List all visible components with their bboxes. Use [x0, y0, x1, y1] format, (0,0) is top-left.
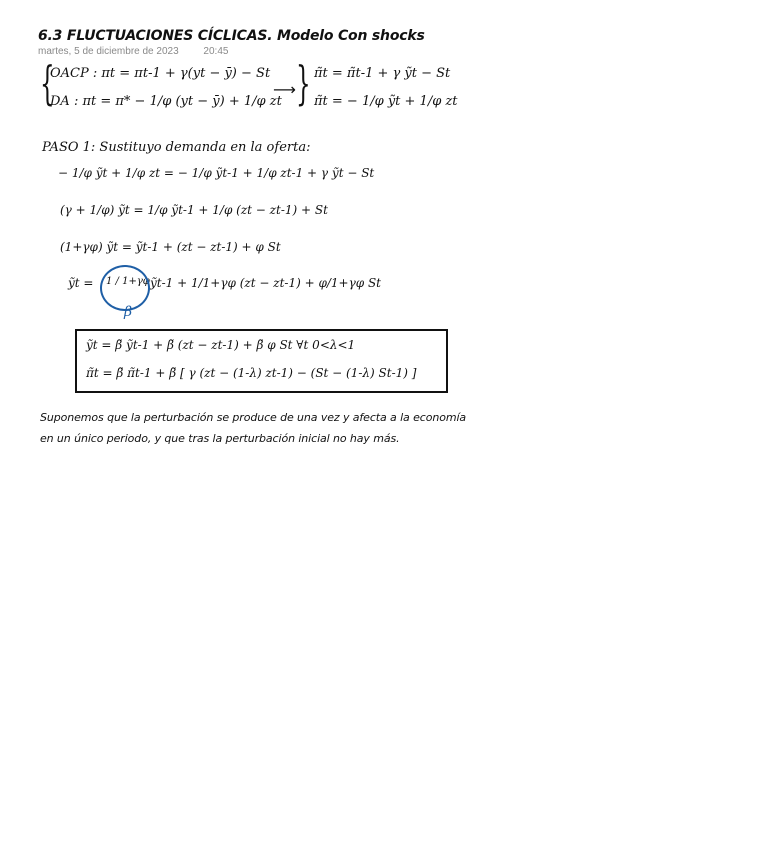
page-title: 6.3 FLUCTUACIONES CÍCLICAS. Modelo Con shocks [38, 28, 425, 44]
assumption-paragraph [40, 407, 490, 449]
boxed-equation-2: π̃t = β̃ π̃t-1 + β̃ [ γ (zt − (1-λ) zt-1) − (St − (1-λ) St-1) ] [86, 366, 417, 380]
paso1-line-4-fraction: 1 / 1+γφ [106, 276, 150, 287]
page-time: 20:45 [203, 46, 229, 57]
equation-result-2: π̃t = − 1/φ ỹt + 1/φ zt [314, 94, 458, 109]
page-meta [38, 46, 228, 57]
beta-label: β [124, 304, 133, 320]
implies-arrow: ⟶ [273, 80, 296, 99]
paragraph-line-2: en un único periodo, y que tras la perturbación inicial no hay más. [40, 432, 400, 445]
right-brace: } [296, 56, 311, 110]
boxed-equation-1: ỹt = β̃ ỹt-1 + β̃ (zt − zt-1) + β̃ φ St ∀t 0<λ<1 [86, 338, 356, 352]
left-brace: { [40, 56, 55, 110]
paso1-heading: PASO 1: Sustituyo demanda en la oferta: [42, 140, 311, 155]
paso1-line-4-right: ỹt-1 + 1/1+γφ (zt − zt-1) + φ/1+γφ St [150, 276, 382, 290]
equation-oacp: OACP : πt = πt-1 + γ(yt − ȳ) − St [50, 66, 271, 81]
paragraph-line-1: Suponemos que la perturbación se produce de una vez y afecta a la economía [40, 411, 467, 424]
paso1-line-2: (γ + 1/φ) ỹt = 1/φ ỹt-1 + 1/φ (zt − zt-1) + St [60, 203, 328, 217]
paso1-line-3: (1+γφ) ỹt = ỹt-1 + (zt − zt-1) + φ St [60, 240, 281, 254]
page-date: martes, 5 de diciembre de 2023 [38, 46, 179, 57]
paso1-line-4-left: ỹt = [68, 276, 94, 290]
paso1-line-1: − 1/φ ỹt + 1/φ zt = − 1/φ ỹt-1 + 1/φ zt-1 + γ ỹt − St [58, 166, 375, 180]
equation-result-1: π̃t = π̃t-1 + γ ỹt − St [314, 66, 451, 81]
equation-da: DA : πt = π* − 1/φ (yt − ȳ) + 1/φ zt [50, 94, 282, 109]
